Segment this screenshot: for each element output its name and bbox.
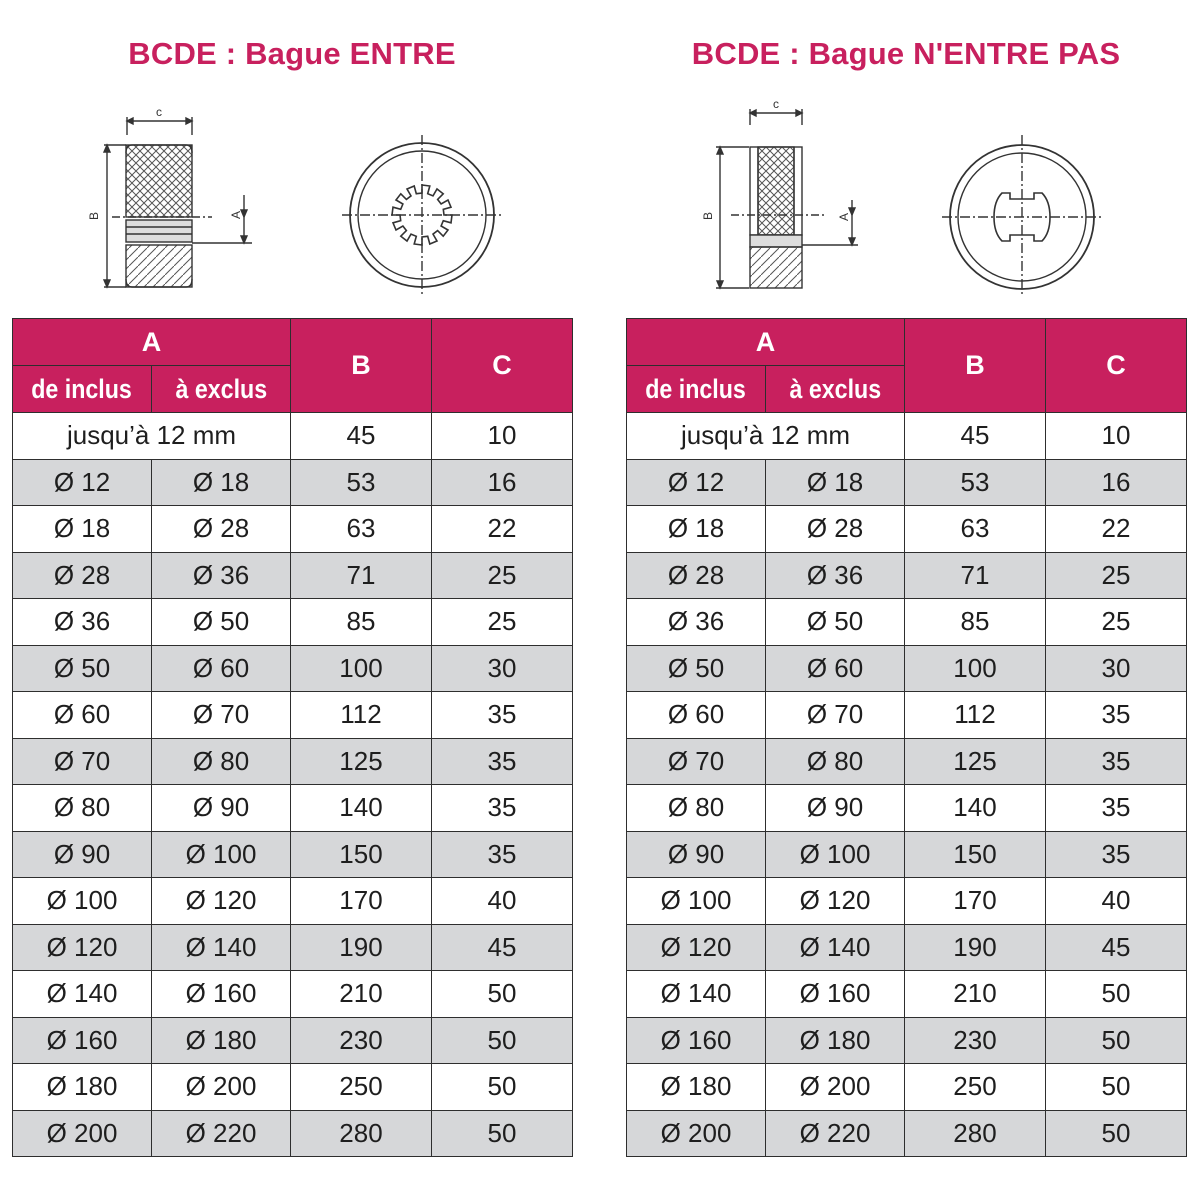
table-row: [13, 459, 573, 506]
cell-c: 35: [432, 692, 573, 739]
cell-c: 30: [432, 645, 573, 692]
front-view: [942, 135, 1102, 295]
header-a-from: [627, 366, 766, 413]
cell-a-from: Ø 80: [627, 785, 766, 832]
cell-a-from: Ø 160: [13, 1017, 152, 1064]
cell-a-from: Ø 60: [627, 692, 766, 739]
cell-c: 25: [432, 599, 573, 646]
header-a-to-label: à exclus: [175, 373, 267, 404]
cell-a-from: Ø 36: [627, 599, 766, 646]
cell-b: 71: [291, 552, 432, 599]
cell-a-to: Ø 120: [152, 878, 291, 925]
table-row: [13, 506, 573, 553]
header-b: B: [905, 319, 1046, 413]
cell-b: 63: [291, 506, 432, 553]
table-row: [13, 1064, 573, 1111]
header-a-to: [766, 366, 905, 413]
cell-c: 50: [432, 1017, 573, 1064]
cell-b: 63: [905, 506, 1046, 553]
cell-a-range: jusqu’à 12 mm: [13, 413, 291, 460]
cell-a-to: Ø 140: [766, 924, 905, 971]
table-row: [13, 924, 573, 971]
cell-a-to: Ø 220: [152, 1110, 291, 1157]
cell-a-to: Ø 160: [766, 971, 905, 1018]
cell-a-from: Ø 18: [627, 506, 766, 553]
cell-a-to: Ø 28: [152, 506, 291, 553]
cell-a-from: Ø 100: [13, 878, 152, 925]
table-row: [13, 738, 573, 785]
cell-a-from: Ø 180: [627, 1064, 766, 1111]
table-row: [627, 552, 1187, 599]
cell-c: 35: [432, 785, 573, 832]
dim-label-a: A: [229, 210, 243, 220]
header-b: B: [291, 319, 432, 413]
header-c: C: [1046, 319, 1187, 413]
cell-c: 35: [432, 831, 573, 878]
cell-b: 150: [291, 831, 432, 878]
header-a-to: [152, 366, 291, 413]
cell-a-from: Ø 18: [13, 506, 152, 553]
cell-a-to: Ø 120: [766, 878, 905, 925]
cell-a-to: Ø 100: [152, 831, 291, 878]
cell-c: 22: [432, 506, 573, 553]
cell-a-to: Ø 50: [766, 599, 905, 646]
cell-a-to: Ø 50: [152, 599, 291, 646]
table-row: [13, 692, 573, 739]
cell-c: 45: [432, 924, 573, 971]
cell-b: 190: [291, 924, 432, 971]
cell-a-from: Ø 140: [13, 971, 152, 1018]
table-body: [627, 459, 1187, 1157]
cell-a-to: Ø 70: [152, 692, 291, 739]
cell-a-to: Ø 80: [152, 738, 291, 785]
header-a-from-label: de inclus: [645, 373, 747, 404]
cell-b: 230: [905, 1017, 1046, 1064]
panel-title: BCDE : Bague ENTRE: [128, 36, 456, 71]
table-body: [13, 459, 573, 1157]
table-row: [627, 785, 1187, 832]
cell-b: 190: [905, 924, 1046, 971]
spec-table: [12, 318, 573, 1157]
cell-a-from: Ø 50: [13, 645, 152, 692]
cell-a-from: Ø 200: [13, 1110, 152, 1157]
cell-a-to: Ø 140: [152, 924, 291, 971]
cell-b: 85: [905, 599, 1046, 646]
table-row: [13, 971, 573, 1018]
dim-label-b: B: [701, 211, 715, 221]
dim-label-a: A: [837, 212, 851, 222]
cell-b: 230: [291, 1017, 432, 1064]
side-view: [104, 117, 252, 287]
cell-a-from: Ø 36: [13, 599, 152, 646]
cell-c: 35: [432, 738, 573, 785]
cell-a-from: Ø 180: [13, 1064, 152, 1111]
cell-a-from: Ø 140: [627, 971, 766, 1018]
cell-b: 85: [291, 599, 432, 646]
header-a-from-label: de inclus: [31, 373, 133, 404]
cell-b: 250: [291, 1064, 432, 1111]
cell-a-range: jusqu’à 12 mm: [627, 413, 905, 460]
cell-b: 170: [291, 878, 432, 925]
cell-a-from: Ø 12: [13, 459, 152, 506]
table-row: [13, 645, 573, 692]
dim-label-c: c: [773, 97, 779, 111]
cell-a-from: Ø 28: [627, 552, 766, 599]
table-row: [627, 831, 1187, 878]
cell-a-from: Ø 70: [627, 738, 766, 785]
cell-a-to: Ø 80: [766, 738, 905, 785]
header-a-to-label: à exclus: [789, 373, 881, 404]
cell-c: 50: [1046, 1017, 1187, 1064]
table-row: [627, 599, 1187, 646]
cell-a-to: Ø 18: [766, 459, 905, 506]
ring-gauge-drawing-nogo: [626, 95, 1186, 305]
cell-b: 250: [905, 1064, 1046, 1111]
cell-c: 50: [1046, 1064, 1187, 1111]
cell-c: 35: [1046, 692, 1187, 739]
cell-b: 140: [291, 785, 432, 832]
cell-c: 50: [1046, 971, 1187, 1018]
cell-b: 100: [291, 645, 432, 692]
cell-c: 25: [1046, 552, 1187, 599]
cell-c: 25: [432, 552, 573, 599]
table-row: [627, 971, 1187, 1018]
cell-b: 150: [905, 831, 1046, 878]
cell-a-to: Ø 100: [766, 831, 905, 878]
cell-a-to: Ø 70: [766, 692, 905, 739]
cell-a-to: Ø 180: [766, 1017, 905, 1064]
cell-a-to: Ø 200: [766, 1064, 905, 1111]
table-row: [627, 1017, 1187, 1064]
cell-a-from: Ø 12: [627, 459, 766, 506]
cell-a-from: Ø 80: [13, 785, 152, 832]
table-row: [627, 645, 1187, 692]
cell-c: 10: [432, 413, 573, 460]
cell-a-from: Ø 120: [627, 924, 766, 971]
cell-b: 125: [291, 738, 432, 785]
table-row: [627, 1110, 1187, 1157]
cell-a-from: Ø 90: [627, 831, 766, 878]
cell-c: 10: [1046, 413, 1187, 460]
cell-c: 16: [432, 459, 573, 506]
cell-b: 170: [905, 878, 1046, 925]
cell-c: 22: [1046, 506, 1187, 553]
header-a-from: [13, 366, 152, 413]
cell-c: 40: [432, 878, 573, 925]
front-view: [342, 135, 502, 295]
cell-a-to: Ø 60: [152, 645, 291, 692]
cell-b: 210: [291, 971, 432, 1018]
table-row: [627, 459, 1187, 506]
cell-c: 45: [1046, 924, 1187, 971]
cell-b: 100: [905, 645, 1046, 692]
cell-b: 45: [291, 413, 432, 460]
header-c: C: [432, 319, 573, 413]
cell-c: 40: [1046, 878, 1187, 925]
cell-c: 50: [432, 1110, 573, 1157]
cell-a-from: Ø 90: [13, 831, 152, 878]
dim-label-b: B: [87, 211, 101, 221]
cell-a-to: Ø 60: [766, 645, 905, 692]
table-row: [13, 1110, 573, 1157]
cell-a-to: Ø 36: [152, 552, 291, 599]
cell-a-from: Ø 120: [13, 924, 152, 971]
cell-c: 35: [1046, 831, 1187, 878]
table-row: [13, 599, 573, 646]
cell-b: 125: [905, 738, 1046, 785]
table-row: [13, 785, 573, 832]
cell-b: 210: [905, 971, 1046, 1018]
cell-b: 53: [291, 459, 432, 506]
cell-a-to: Ø 200: [152, 1064, 291, 1111]
table-row: [13, 878, 573, 925]
cell-b: 280: [291, 1110, 432, 1157]
cell-a-to: Ø 18: [152, 459, 291, 506]
cell-b: 112: [905, 692, 1046, 739]
ring-gauge-drawing-go: [12, 95, 572, 305]
cell-a-to: Ø 28: [766, 506, 905, 553]
cell-c: 25: [1046, 599, 1187, 646]
table-row: [13, 1017, 573, 1064]
cell-a-to: Ø 160: [152, 971, 291, 1018]
table-row: [13, 552, 573, 599]
cell-a-from: Ø 60: [13, 692, 152, 739]
cell-b: 140: [905, 785, 1046, 832]
cell-c: 35: [1046, 785, 1187, 832]
table-row: [13, 831, 573, 878]
cell-b: 71: [905, 552, 1046, 599]
table-row: [627, 878, 1187, 925]
header-a: A: [13, 319, 291, 366]
cell-a-to: Ø 180: [152, 1017, 291, 1064]
table-row-first: [13, 413, 573, 460]
table-row: [627, 692, 1187, 739]
table-row: [627, 924, 1187, 971]
cell-a-to: Ø 90: [766, 785, 905, 832]
table-row: [627, 1064, 1187, 1111]
dim-label-c: c: [156, 105, 162, 119]
cell-c: 16: [1046, 459, 1187, 506]
spec-table: [626, 318, 1187, 1157]
header-a: A: [627, 319, 905, 366]
table-row-first: [627, 413, 1187, 460]
side-view: [716, 109, 858, 288]
cell-a-from: Ø 160: [627, 1017, 766, 1064]
cell-a-to: Ø 36: [766, 552, 905, 599]
cell-a-from: Ø 28: [13, 552, 152, 599]
cell-c: 35: [1046, 738, 1187, 785]
cell-a-from: Ø 50: [627, 645, 766, 692]
cell-c: 50: [1046, 1110, 1187, 1157]
cell-a-from: Ø 200: [627, 1110, 766, 1157]
cell-b: 112: [291, 692, 432, 739]
table-row: [627, 506, 1187, 553]
cell-b: 45: [905, 413, 1046, 460]
cell-c: 50: [432, 1064, 573, 1111]
cell-a-to: Ø 90: [152, 785, 291, 832]
cell-b: 280: [905, 1110, 1046, 1157]
cell-c: 30: [1046, 645, 1187, 692]
cell-a-to: Ø 220: [766, 1110, 905, 1157]
panel-title: BCDE : Bague N'ENTRE PAS: [691, 36, 1121, 71]
table-row: [627, 738, 1187, 785]
cell-c: 50: [432, 971, 573, 1018]
cell-a-from: Ø 100: [627, 878, 766, 925]
cell-a-from: Ø 70: [13, 738, 152, 785]
cell-b: 53: [905, 459, 1046, 506]
